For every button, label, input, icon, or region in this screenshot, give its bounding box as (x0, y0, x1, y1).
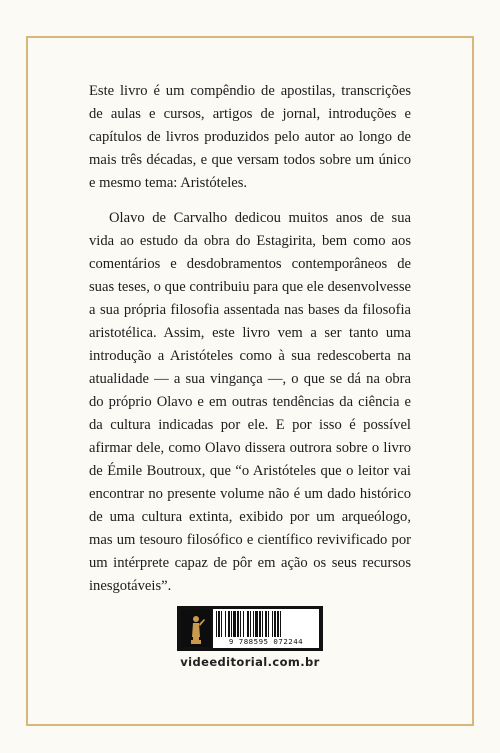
publisher-website[interactable]: videeditorial.com.br (180, 655, 320, 669)
isbn-number: 9 788595 072244 (228, 637, 304, 646)
paragraph-author: Olavo de Carvalho dedicou muitos anos de sua vida ao estudo da obra do Estagirita, bem como aos comentários e desdobramentos contemporâneos de suas teses, o que contribuiu para que ele desenvolvesse a sua própria filosofia assentada nas bases da filosofia aristotélica. Assim, este livro vem a ser tanto uma introdução a Aristóteles como à sua redescoberta na atualidade — a sua vingança —, o que se dá na obra do próprio Olavo e em outras tendências da ciência e da cultura indicadas por ele. E por isso é possível afirmar dele, como Olavo dissera outrora sobre o livro de Émile Boutroux, que “o Aristóteles que o leitor vai encontrar no presente volume não é um dado histórico de uma cultura extinta, exibido por um arqueólogo, mas um tesouro filosófico e científico revivificado por um intérprete capaz de pôr em ação os seus recursos inesgotáveis”. (89, 210, 411, 594)
barcode-block (177, 606, 323, 651)
statue-icon (181, 610, 211, 647)
back-cover-text (89, 80, 411, 610)
paragraph-intro: Este livro é um compêndio de apostilas, transcrições de aulas e cursos, artigos de jornal, introduções e capítulos de livros produzidos pelo autor ao longo de mais três décadas, e que versam todos sobre um único e mesmo tema: Aristóteles. (89, 83, 411, 191)
